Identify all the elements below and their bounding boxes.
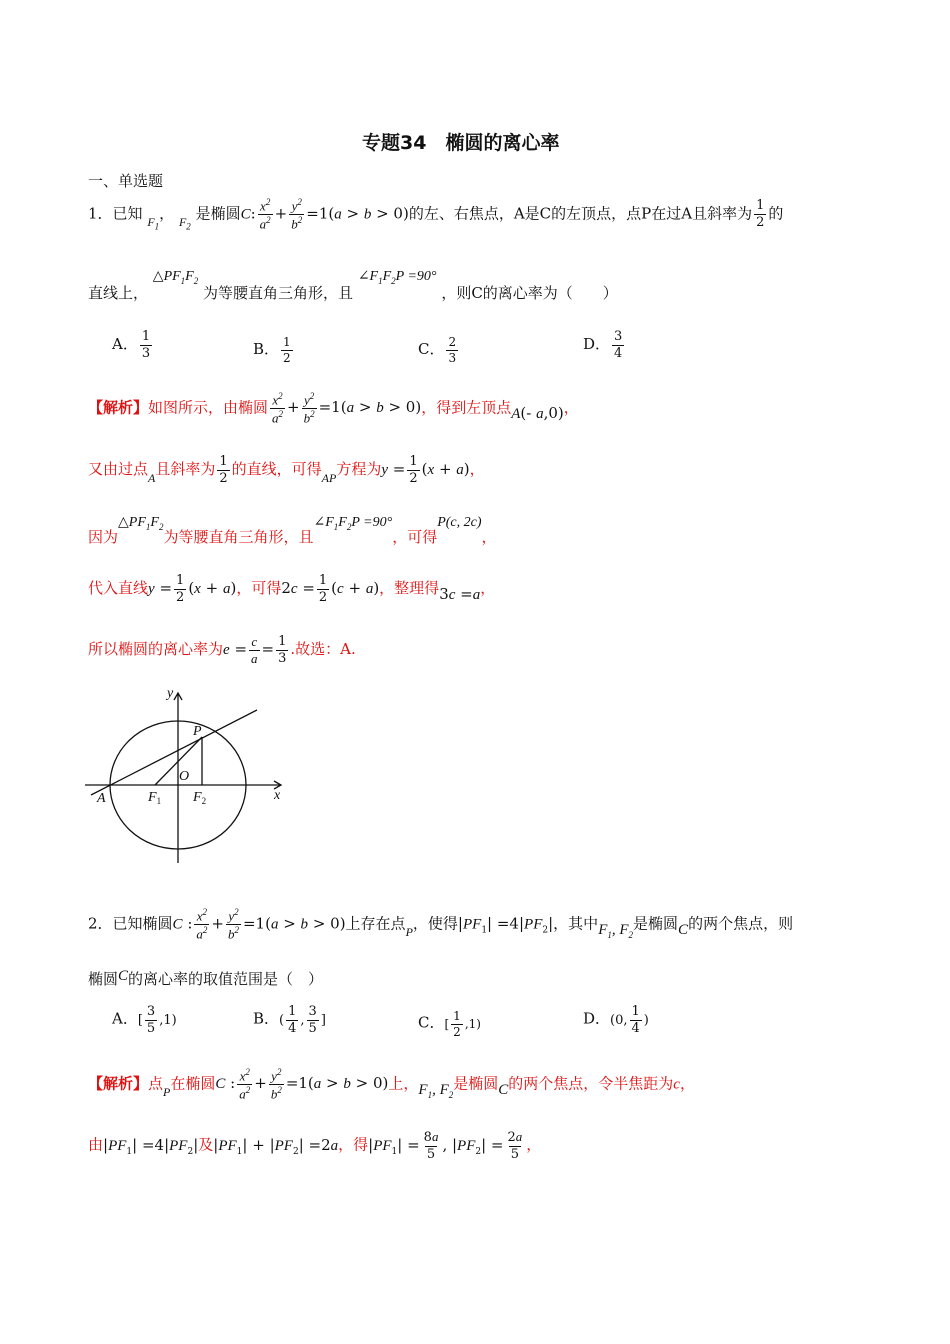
q1-option-b[interactable]: B． $\frac{1}{2}$ xyxy=(253,335,291,365)
q1-option-a[interactable]: A． $\frac{1}{3}$ xyxy=(112,329,151,361)
q2-option-b[interactable]: B．( $\frac{1}{4}$ , $\frac{3}{5}$ ] xyxy=(253,1004,326,1036)
ellipse-figure xyxy=(85,685,295,870)
x-axis-label: x xyxy=(274,788,281,803)
y-axis-label: y xyxy=(167,686,174,701)
page-title: 专题34 椭圆的离心率 xyxy=(362,132,560,154)
q1-line2: 直线上， $\triangle PF_1F_2$ 为等腰直角三角形，且 $\angle F_1F_2P =90^\circ$ ，则C的离心率为（ ） xyxy=(88,269,618,302)
q2-option-a[interactable]: A．[ $\frac{3}{5}$ ,1) xyxy=(112,1004,177,1036)
q1-option-c[interactable]: C． $\frac{2}{3}$ xyxy=(418,335,457,365)
line-ap xyxy=(91,710,257,795)
sol1-line2: 又由过点$_A$且斜率为 $\frac{1}{2}$ 的直线，可得$_{AP}$方程为y = $\frac{1}{2}$ (x + a)， xyxy=(88,454,485,486)
point-f1-label: $F_1$ xyxy=(148,790,162,806)
point-p-label: P xyxy=(193,724,202,739)
sol1-line4: 代入直线y = $\frac{1}{2}$ (x + a)，可得2c = $\frac{1}{2}$ (c + a)，整理得3c =a， xyxy=(88,573,496,605)
point-a-label: A xyxy=(97,791,106,806)
sol1-line5: 所以椭圆的离心率为e = $\frac{c}{a}$ = $\frac{1}{3}$ .故选：A. xyxy=(88,634,356,666)
section-heading: 一、单选题 xyxy=(88,172,164,190)
q2-option-d[interactable]: D．(0, $\frac{1}{4}$ ) xyxy=(583,1004,649,1036)
sol1-line3: 因为$\triangle PF_1F_2$为等腰直角三角形，且$\angle F_1F_2P =90^\circ$，可得P(c, 2c)， xyxy=(88,515,497,546)
q2-line1: 2．已知椭圆C : $\frac{x^2}{a^2}$ + $\frac{y^2}{b^2}$ =1(a > b > 0)上存在点$_P$，使得$|PF_1| =4|PF_2|$，其中$F_1$, $F_2$是椭圆C的两个焦点，则 xyxy=(88,907,794,942)
sol1-line1: 【解析】如图所示，由椭圆 $\frac{x^2}{a^2}$ + $\frac{y^2}{b^2}$ =1(a > b > 0)，得到左顶点A(- a,0)， xyxy=(88,391,579,426)
q2-line2: 椭圆C的离心率的取值范围是（ ） xyxy=(88,968,324,988)
q1-line1: 1．已知 $_{F_1}$， $_{F_2}$ 是椭圆C: $\frac{x^2}{a^2}$ + $\frac{y^2}{b^2}$ =1(a > b > 0)的左、右焦点，A是C的左顶点，点P在过A且斜率为 $\frac{1}{2}$ 的 xyxy=(88,197,784,232)
sol2-line2: 由$|PF_1| =4|PF_2|$及$|PF_1| + |PF_2| =2a$，得$|PF_1|$ = $\frac{8a}{5}$ , $|PF_2|$ = $\frac{2a}{5}$ ， xyxy=(88,1129,542,1162)
q2-option-c[interactable]: C．[ $\frac{1}{2}$ ,1) xyxy=(418,1009,481,1039)
q1-option-d[interactable]: D． $\frac{3}{4}$ xyxy=(583,329,623,361)
point-f2-label: $F_2$ xyxy=(193,790,207,806)
sol2-line1: 【解析】点$_P$在椭圆C : $\frac{x^2}{a^2}$ + $\frac{y^2}{b^2}$ =1(a > b > 0)上，$F_1$, $F_2$是椭圆C的两个焦点，令半焦距为c， xyxy=(88,1067,695,1102)
point-o-label: O xyxy=(179,769,190,784)
